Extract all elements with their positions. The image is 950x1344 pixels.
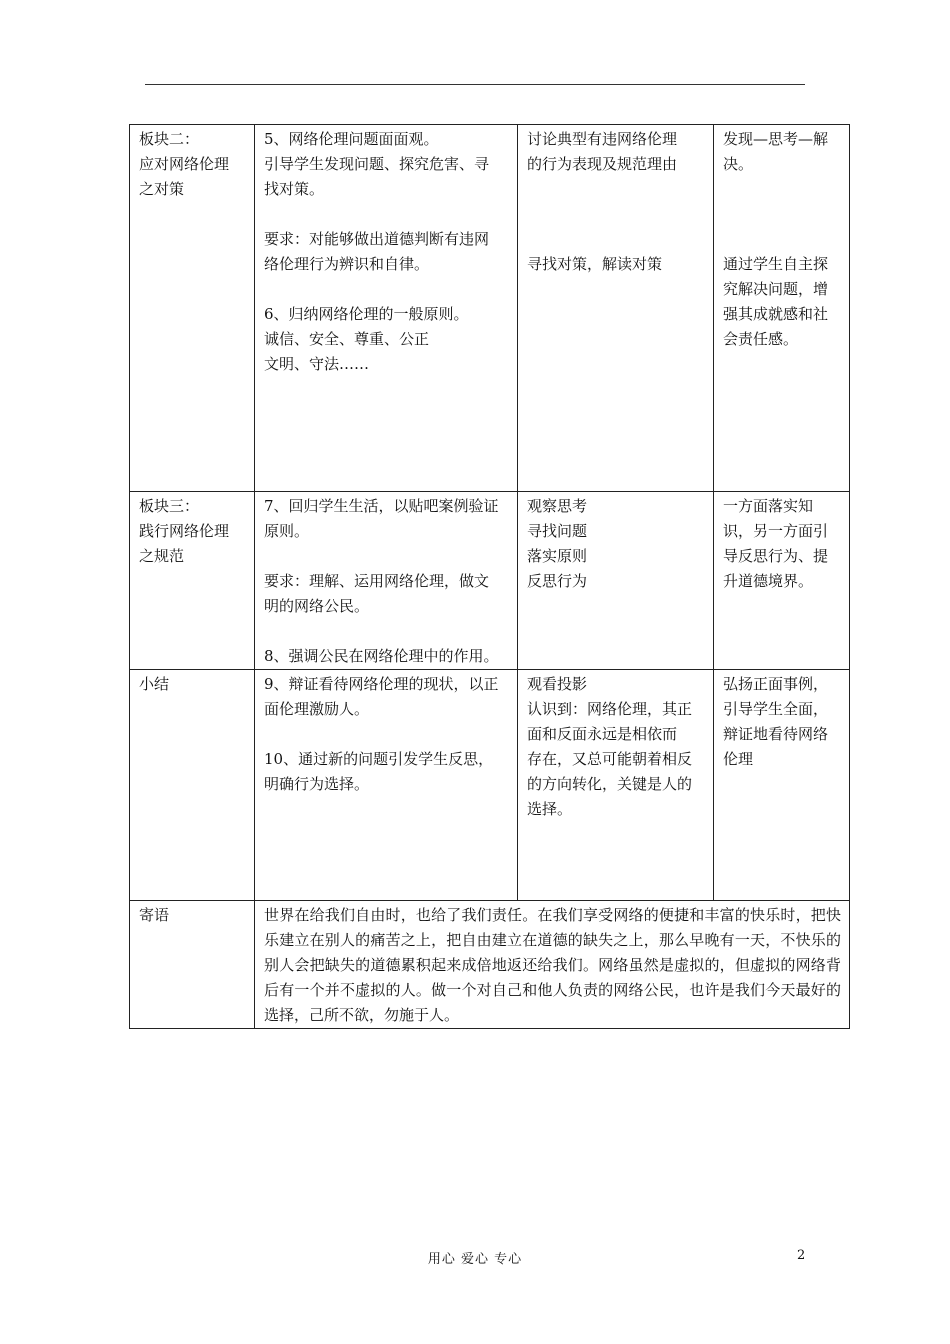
closing-label-cell: 寄语 <box>130 901 255 1029</box>
intent-cell: 一方面落实知 识，另一方面引 导反思行为、提 升道德境界。 <box>714 492 850 670</box>
table-row <box>130 670 850 901</box>
footer-motto: 用心 爱心 专心 <box>427 1252 523 1267</box>
table-row <box>130 901 850 1029</box>
activity-cell: 观察思考 寻找问题 落实原则 反思行为 <box>518 492 714 670</box>
content-cell: 5、网络伦理问题面面观。 引导学生发现问题、探究危害、寻 找对策。 要求：对能够做出道德判断有违网 络伦理行为辨识和自律。 6、归纳网络伦理的一般原则。 诚信、安全、尊重、公正 文明、守法…… <box>255 125 518 492</box>
closing-text: 世界在给我们自由时，也给了我们责任。在我们享受网络的便捷和丰富的快乐时，把快乐建立在别人的痛苦之上，把自由建立在道德的缺失之上，那么早晚有一天，不快乐的别人会把缺失的道德累积起来成倍地返还给我们。网络虽然是虚拟的，但虚拟的网络背后有一个并不虚拟的人。做一个对自己和他人负责的网络公民，也许是我们今天最好的选择，己所不欲，勿施于人。 <box>264 906 841 1024</box>
lesson-plan-table <box>129 124 850 1029</box>
content-cell: 7、回归学生生活，以贴吧案例验证 原则。 要求：理解、运用网络伦理，做文 明的网络公民。 8、强调公民在网络伦理中的作用。 <box>255 492 518 670</box>
activity-cell: 讨论典型有违网络伦理 的行为表现及规范理由 寻找对策，解读对策 <box>518 125 714 492</box>
closing-text-cell <box>255 901 850 1029</box>
table-row <box>130 492 850 670</box>
section-cell: 板块二： 应对网络伦理 之对策 <box>130 125 255 492</box>
content-cell: 9、辩证看待网络伦理的现状，以正 面伦理激励人。 10、通过新的问题引发学生反思， 明确行为选择。 <box>255 670 518 901</box>
table-row <box>130 125 850 492</box>
header-rule <box>145 84 805 85</box>
page-number: 2 <box>797 1248 806 1263</box>
intent-cell: 弘扬正面事例， 引导学生全面， 辩证地看待网络 伦理 <box>714 670 850 901</box>
intent-cell: 发现—思考—解 决。 通过学生自主探 究解决问题，增 强其成就感和社 会责任感。 <box>714 125 850 492</box>
activity-cell: 观看投影 认识到：网络伦理，其正 面和反面永远是相依而 存在，又总可能朝着相反 的方向转化，关键是人的 选择。 <box>518 670 714 901</box>
section-cell: 小结 <box>130 670 255 901</box>
section-cell: 板块三： 践行网络伦理 之规范 <box>130 492 255 670</box>
